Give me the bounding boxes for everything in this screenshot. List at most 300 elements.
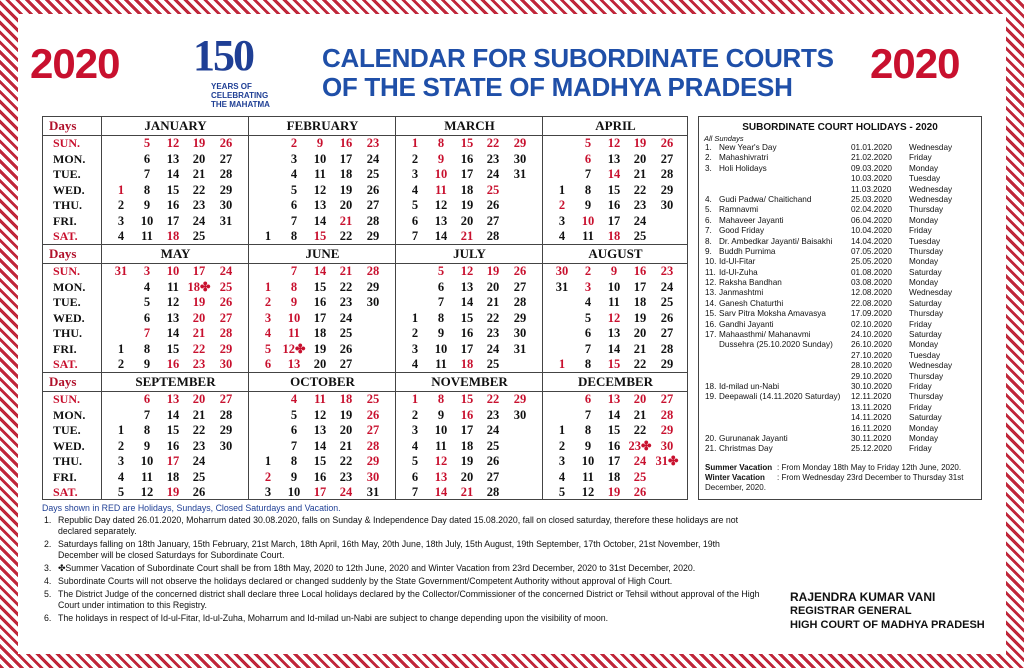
- holiday-row: [699, 382, 981, 392]
- winter-vacation-label: Winter Vacation: [705, 473, 765, 482]
- week-day-row: [396, 470, 543, 486]
- date-cell: 22: [192, 182, 206, 197]
- date-cell: 4: [411, 182, 419, 197]
- week-day-row: [102, 423, 249, 439]
- week-day-row: [543, 326, 688, 342]
- date-cell: 30: [660, 438, 674, 453]
- date-cell: 25: [219, 279, 233, 294]
- date-cell: 14: [313, 438, 327, 453]
- date-cell: 5: [264, 341, 272, 356]
- date-cell: 1: [411, 392, 419, 406]
- holiday-row: [699, 247, 981, 257]
- date-cell: 8: [143, 423, 151, 437]
- date-cell: 13: [313, 198, 327, 212]
- holiday-name: Sarv Pitra Moksha Amavasya: [719, 309, 826, 319]
- date-cell: 22: [192, 423, 206, 437]
- week-day-row: [249, 183, 396, 199]
- week-day-row: [249, 357, 396, 373]
- week-day-row: [249, 485, 396, 501]
- week-day-row: [543, 311, 688, 327]
- day-name: TUE.: [53, 423, 81, 437]
- date-cell: 20: [633, 151, 647, 166]
- holiday-rows: [699, 143, 981, 455]
- week-day-row: [249, 167, 396, 183]
- notes-heading: Days shown in RED are Holidays, Sundays, Closed Saturdays and Vacation.: [42, 503, 341, 513]
- date-cell: 15: [607, 423, 621, 437]
- date-cell: 9: [437, 326, 445, 340]
- holiday-number: 3.: [705, 163, 712, 173]
- date-cell: 4: [584, 295, 592, 309]
- date-cell: 19: [486, 264, 500, 278]
- date-cell: 30: [219, 198, 233, 212]
- date-cell: 28: [366, 264, 380, 278]
- date-cell: 8: [143, 341, 151, 356]
- date-cell: 31: [513, 341, 527, 356]
- date-cell: 23✤: [628, 438, 652, 453]
- holiday-number: 17.: [705, 330, 717, 340]
- date-cell: 21: [633, 341, 647, 356]
- date-cell: 10: [581, 454, 595, 468]
- holiday-number: 2.: [705, 153, 712, 163]
- holiday-name: Ramnavmi: [719, 205, 759, 215]
- holiday-row: [699, 330, 981, 340]
- date-cell: 19: [460, 198, 474, 212]
- date-cell: 24: [219, 264, 233, 278]
- date-cell: 4: [264, 326, 272, 340]
- date-cell: 5: [143, 136, 151, 150]
- week-day-row: [249, 408, 396, 424]
- holiday-date: 21.02.2020: [851, 153, 892, 163]
- date-cell: 4: [290, 392, 298, 406]
- holiday-number: 16.: [705, 319, 717, 329]
- date-cell: 23: [192, 198, 206, 212]
- day-name: SUN.: [53, 136, 81, 150]
- date-cell: 10: [287, 485, 301, 499]
- week-day-row: [396, 280, 543, 296]
- date-cell: 5: [290, 407, 298, 422]
- holiday-name: Mahaveer Jayanti: [719, 215, 784, 225]
- holiday-name: Janmashtmi: [719, 288, 764, 298]
- date-cell: 5: [411, 454, 419, 468]
- holiday-number: 14.: [705, 298, 717, 308]
- holiday-row: [699, 413, 981, 423]
- date-cell: 23: [486, 326, 500, 340]
- holiday-date: 28.10.2020: [851, 361, 892, 371]
- date-cell: 28: [219, 326, 233, 340]
- month-name: JANUARY: [102, 117, 249, 136]
- date-cell: 12: [140, 485, 154, 499]
- week-day-row: [102, 295, 249, 311]
- holiday-name: [719, 413, 851, 423]
- date-cell: 18: [460, 357, 474, 371]
- day-name: SAT.: [53, 357, 78, 371]
- title-line-1: CALENDAR FOR SUBORDINATE COURTS: [322, 43, 834, 73]
- date-cell: 5: [584, 310, 592, 325]
- date-cell: 10: [287, 310, 301, 325]
- holiday-date: 27.10.2020: [851, 350, 892, 360]
- date-cell: 3: [290, 151, 298, 166]
- date-cell: 14: [607, 167, 621, 181]
- date-cell: 12: [607, 136, 621, 150]
- date-cell: 27: [660, 151, 674, 166]
- date-cell: 21: [633, 167, 647, 181]
- date-cell: 15: [313, 454, 327, 468]
- note-text: ✤Summer Vacation of Subordinate Court shall be from 18th May, 2020 to 12th June, 2020 and Winter Vacation from 23rd December, 2020 to 31st December, 2020.: [58, 563, 696, 573]
- week-day-row: [396, 439, 543, 455]
- vacation-info: [705, 463, 981, 493]
- summer-vacation-text: : From Monday 18th May to Friday 12th June, 2020.: [777, 463, 962, 472]
- date-cell: 28: [366, 213, 380, 228]
- date-cell: 29: [660, 357, 674, 371]
- holiday-number: 19.: [705, 392, 717, 402]
- date-cell: 18: [460, 182, 474, 197]
- date-cell: 14: [607, 407, 621, 422]
- week-day-row: [396, 392, 543, 408]
- date-cell: 21: [339, 213, 353, 228]
- date-cell: 16: [339, 136, 353, 150]
- date-cell: 5: [584, 136, 592, 150]
- week-day-row: [102, 264, 249, 280]
- date-cell: 1: [411, 136, 419, 150]
- holiday-name: Raksha Bandhan: [719, 278, 782, 288]
- date-cell: 16: [460, 407, 474, 422]
- days-header: Days: [43, 117, 101, 136]
- holiday-number: 20.: [705, 433, 717, 443]
- date-cell: 20: [339, 198, 353, 212]
- date-cell: 21: [192, 167, 206, 181]
- date-cell: 26: [660, 310, 674, 325]
- holiday-weekday: Friday: [909, 153, 932, 163]
- day-name: SAT.: [53, 229, 78, 243]
- week-day-row: [249, 280, 396, 296]
- month-block: [395, 117, 543, 244]
- date-cell: 14: [313, 213, 327, 228]
- date-cell: 22: [486, 392, 500, 406]
- holiday-name: Gandhi Jayanti: [719, 319, 774, 329]
- date-cell: 15: [166, 341, 180, 356]
- logo-caption-line: YEARS OF: [211, 82, 252, 91]
- date-cell: 1: [117, 341, 125, 356]
- week-day-row: [249, 295, 396, 311]
- date-cell: 11: [582, 229, 594, 243]
- holiday-row: [699, 195, 981, 205]
- holiday-name: Deepawali (14.11.2020 Saturday): [719, 392, 841, 402]
- date-cell: 26: [192, 485, 206, 499]
- date-cell: 1: [264, 454, 272, 468]
- days-header: Days: [43, 245, 101, 264]
- date-cell: 24: [633, 213, 647, 228]
- date-cell: 19: [339, 182, 353, 197]
- week-day-row: [249, 311, 396, 327]
- date-cell: 16: [460, 326, 474, 340]
- holiday-row: [699, 320, 981, 330]
- week-day-row: [543, 280, 688, 296]
- date-cell: 26: [366, 407, 380, 422]
- date-cell: 13: [287, 357, 301, 371]
- week-day-row: [396, 136, 543, 152]
- week-day-row: [249, 326, 396, 342]
- date-cell: 5: [117, 485, 125, 499]
- month-name: APRIL: [543, 117, 688, 136]
- date-cell: 13: [313, 423, 327, 437]
- date-cell: 25: [486, 438, 500, 453]
- holiday-weekday: Monday: [909, 163, 939, 173]
- date-cell: 2: [584, 264, 592, 278]
- holiday-number: [699, 372, 719, 382]
- week-day-row: [102, 485, 249, 501]
- holiday-name: Mahashivratri: [719, 153, 769, 163]
- date-cell: 9: [584, 438, 592, 453]
- holiday-row: [699, 424, 981, 434]
- date-cell: 23: [486, 407, 500, 422]
- date-cell: 13: [166, 392, 180, 406]
- date-cell: 19: [192, 136, 206, 150]
- date-cell: 30: [555, 264, 569, 278]
- holiday-date: 24.10.2020: [851, 330, 892, 340]
- date-cell: 4: [411, 438, 419, 453]
- date-cell: 27: [219, 310, 233, 325]
- winter-vacation: [705, 473, 981, 493]
- date-cell: 28: [219, 167, 233, 181]
- week-day-row: [249, 152, 396, 168]
- date-cell: 6: [411, 213, 419, 228]
- date-cell: 10: [140, 454, 154, 468]
- date-cell: 27: [366, 423, 380, 437]
- holiday-number: 5.: [705, 205, 712, 215]
- holiday-name: Id-milad un-Nabi: [719, 381, 780, 391]
- note-text: Republic Day dated 26.01.2020, Moharrum dated 30.08.2020, falls on Sunday & Independence Day dated 15.08.2020, fall on closed saturday, therefore these holidays are not declared separately.: [58, 515, 739, 536]
- date-cell: 6: [584, 326, 592, 340]
- holiday-weekday: Wednesday: [909, 288, 953, 298]
- date-cell: 8: [290, 454, 298, 468]
- date-cell: 11: [608, 295, 620, 309]
- date-cell: 2: [264, 469, 272, 484]
- holiday-list-subtitle: All Sundays: [704, 134, 744, 143]
- date-cell: 19: [633, 310, 647, 325]
- date-cell: 11: [314, 392, 326, 406]
- holiday-name: Mahaasthmi/ Mahanavmi: [719, 330, 811, 340]
- date-cell: 12: [434, 198, 448, 212]
- date-cell: 21: [192, 326, 206, 340]
- week-day-row: [102, 439, 249, 455]
- date-cell: 19: [460, 454, 474, 468]
- date-cell: 6: [143, 392, 151, 406]
- week-day-row: [249, 392, 396, 408]
- holiday-weekday: Wednesday: [909, 143, 953, 152]
- date-cell: 27: [219, 392, 233, 406]
- date-cell: 23: [366, 136, 380, 150]
- date-cell: 21: [460, 485, 474, 499]
- holiday-name: [719, 174, 851, 184]
- holiday-row: [699, 309, 981, 319]
- holiday-date: 12.11.2020: [851, 392, 892, 402]
- date-cell: 14: [166, 326, 180, 340]
- date-cell: 28: [486, 229, 500, 243]
- date-cell: 27: [366, 198, 380, 212]
- note-number: 4.: [44, 576, 52, 586]
- date-cell: 11: [582, 469, 594, 484]
- signatory-designation: REGISTRAR GENERAL: [790, 605, 912, 617]
- holiday-date: 30.10.2020: [851, 381, 892, 391]
- date-cell: 5: [558, 485, 566, 499]
- date-cell: 25: [633, 229, 647, 243]
- year-left: 2020: [30, 40, 120, 87]
- date-cell: 16: [313, 469, 327, 484]
- date-cell: 12: [166, 136, 180, 150]
- date-cell: 15: [607, 357, 621, 371]
- date-cell: 22: [339, 279, 353, 294]
- month-block: [542, 245, 688, 372]
- date-cell: 21: [192, 407, 206, 422]
- month-name: AUGUST: [543, 245, 688, 264]
- holiday-row: [699, 392, 981, 402]
- holiday-row: [699, 361, 981, 371]
- holiday-number: 13.: [705, 288, 717, 298]
- date-cell: 16: [633, 264, 647, 278]
- logo-caption-line: THE MAHATMA: [211, 100, 270, 109]
- holiday-date: 22.08.2020: [851, 298, 892, 308]
- week-day-row: [543, 408, 688, 424]
- date-cell: 6: [411, 469, 419, 484]
- date-cell: 9: [143, 198, 151, 212]
- date-cell: 21: [633, 407, 647, 422]
- holiday-name: [719, 361, 851, 371]
- date-cell: 9: [143, 438, 151, 453]
- date-cell: 9: [316, 136, 324, 150]
- date-cell: 11: [435, 438, 447, 453]
- month-name: SEPTEMBER: [102, 373, 249, 392]
- date-cell: 19: [192, 295, 206, 309]
- month-block: [395, 245, 543, 372]
- calendar-quarter-band: [43, 117, 687, 245]
- month-name: MAY: [102, 245, 249, 264]
- holiday-weekday: Saturday: [909, 298, 942, 308]
- date-cell: 28: [660, 341, 674, 356]
- day-name: TUE.: [53, 295, 81, 309]
- date-cell: 10: [434, 167, 448, 181]
- week-day-row: [543, 423, 688, 439]
- date-cell: 3: [143, 264, 151, 278]
- date-cell: 29: [513, 136, 527, 150]
- date-cell: 17: [607, 213, 621, 228]
- date-cell: 30: [513, 326, 527, 340]
- holiday-row: [699, 278, 981, 288]
- date-cell: 28: [660, 407, 674, 422]
- date-cell: 23: [192, 438, 206, 453]
- holiday-name: Dr. Ambedkar Jayanti/ Baisakhi: [719, 236, 833, 246]
- holiday-row: [699, 174, 981, 184]
- note-text: The District Judge of the concerned district shall declare three Local holidays declared by the Collector/Commissioner of the concerned District or Tehsil without approval of the High Court under intimation to this Registry.: [58, 589, 760, 610]
- date-cell: 26: [486, 198, 500, 212]
- date-cell: 6: [264, 357, 272, 371]
- date-cell: 25: [660, 295, 674, 309]
- date-cell: 7: [143, 407, 151, 422]
- holiday-row: [699, 403, 981, 413]
- date-cell: 21: [460, 229, 474, 243]
- date-cell: 14: [607, 341, 621, 356]
- date-cell: 18: [460, 438, 474, 453]
- date-cell: 20: [339, 423, 353, 437]
- date-cell: 24: [486, 423, 500, 437]
- holiday-date: 13.11.2020: [851, 402, 892, 412]
- date-cell: 20: [460, 213, 474, 228]
- holiday-row: [699, 185, 981, 195]
- day-name: MON.: [53, 151, 86, 166]
- date-cell: 28: [366, 438, 380, 453]
- week-day-row: [249, 229, 396, 245]
- date-cell: 16: [166, 357, 180, 371]
- date-cell: 3: [558, 213, 566, 228]
- date-cell: 21: [339, 438, 353, 453]
- date-cell: 18: [339, 167, 353, 181]
- date-cell: 1: [558, 423, 566, 437]
- date-cell: 7: [143, 167, 151, 181]
- date-cell: 7: [411, 229, 419, 243]
- date-cell: 6: [290, 198, 298, 212]
- date-cell: 30: [366, 469, 380, 484]
- week-day-row: [543, 485, 688, 501]
- date-cell: 6: [584, 151, 592, 166]
- date-cell: 29: [219, 423, 233, 437]
- date-cell: 6: [584, 392, 592, 406]
- holiday-weekday: Wednesday: [909, 361, 953, 371]
- date-cell: 13: [607, 151, 621, 166]
- date-cell: 15: [313, 229, 327, 243]
- date-cell: 30: [660, 198, 674, 212]
- holiday-date: 14.11.2020: [851, 413, 892, 423]
- date-cell: 5: [143, 295, 151, 309]
- date-cell: 10: [434, 423, 448, 437]
- date-cell: 12✤: [282, 341, 306, 356]
- date-cell: 11: [141, 469, 153, 484]
- holiday-name: Holi Holidays: [719, 163, 767, 173]
- holiday-number: [699, 403, 719, 413]
- date-cell: 17: [166, 213, 180, 228]
- holiday-row: [699, 143, 981, 153]
- note-item: [42, 539, 762, 561]
- date-cell: 2: [290, 136, 298, 150]
- date-cell: 24: [633, 454, 647, 468]
- date-cell: 2: [411, 151, 419, 166]
- day-name: SAT.: [53, 485, 78, 499]
- holiday-row: [699, 237, 981, 247]
- date-cell: 22: [633, 357, 647, 371]
- week-day-row: [102, 152, 249, 168]
- date-cell: 7: [290, 438, 298, 453]
- holiday-row: [699, 372, 981, 382]
- week-day-row: [543, 229, 688, 245]
- date-cell: 3: [264, 310, 272, 325]
- week-day-row: [102, 454, 249, 470]
- month-name: DECEMBER: [543, 373, 688, 392]
- holiday-weekday: Friday: [909, 402, 932, 412]
- date-cell: 28: [513, 295, 527, 309]
- holiday-date: 07.05.2020: [851, 246, 892, 256]
- date-cell: 7: [584, 341, 592, 356]
- holiday-number: 10.: [705, 257, 717, 267]
- week-day-row: [249, 439, 396, 455]
- date-cell: 25: [192, 229, 206, 243]
- date-cell: 14: [434, 485, 448, 499]
- date-cell: 29: [366, 229, 380, 243]
- week-day-row: [102, 311, 249, 327]
- logo-number: 150: [193, 31, 253, 80]
- week-day-row: [543, 136, 688, 152]
- date-cell: 22: [486, 136, 500, 150]
- day-name: THU.: [53, 326, 83, 340]
- date-cell: 13: [166, 310, 180, 325]
- date-cell: 8: [584, 182, 592, 197]
